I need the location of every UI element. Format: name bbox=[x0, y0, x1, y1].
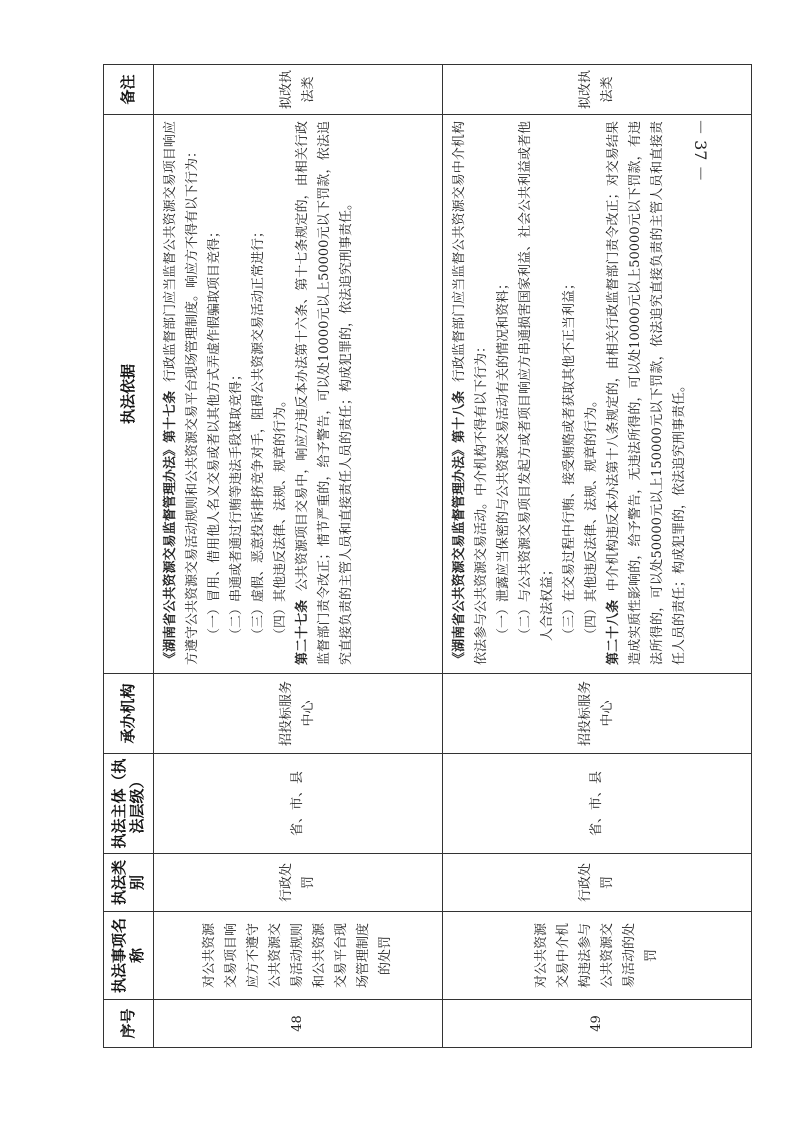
page-number: － 37 － bbox=[691, 118, 710, 182]
basis-intro bbox=[449, 121, 493, 665]
basis-item: （一）泄露应当保密的与公共资源交易活动有关的情况和资料； bbox=[496, 276, 511, 641]
header-item-name: 执法事项名称 bbox=[104, 912, 154, 1000]
rotated-table-wrapper bbox=[103, 65, 748, 1048]
cell-note: 拟改执法类 bbox=[443, 65, 752, 115]
cell-subject: 省、市、县 bbox=[154, 754, 443, 854]
basis-intro-text: 行政监督部门应当监督公共资源交易项目响应方遵守公共资源交易活动规则和公共资源交易平台现场管理制度。响应方不得有以下行为： bbox=[163, 121, 200, 665]
basis-penalty-title: 第二十八条 bbox=[606, 599, 621, 665]
basis-intro-text: 行政监督部门应当监督公共资源交易中介机构依法参与公共资源交易活动。中介机构不得有以下行为： bbox=[452, 121, 489, 665]
table-row bbox=[154, 65, 443, 1048]
basis-penalty bbox=[292, 121, 358, 665]
basis-item: （二）与公共资源交易项目发起方或者项目响应方串通损害国家利益、社会公共利益或者他人合法权益； bbox=[518, 120, 555, 641]
basis-intro-title: 《湖南省公共资源交易监督管理办法》第十八条 bbox=[452, 390, 467, 665]
cell-category: 行政处罚 bbox=[443, 854, 752, 912]
basis-item: （三）虚假、恶意投诉排挤竞争对手，阻碍公共资源交易活动正常进行； bbox=[251, 224, 266, 641]
basis-item: （四）其他违反法律、法规、规章的行为。 bbox=[273, 393, 288, 641]
cell-item-name: 对公共资源交易项目响应方不遵守公共资源交易活动规则和公共资源交易平台现场管理制度的处罚 bbox=[154, 912, 443, 1000]
basis-item: （三）在交易过程中行贿、接受贿赂或者获取其他不正当利益； bbox=[562, 276, 577, 641]
basis-item: （四）其他违反法律、法规、规章的行为。 bbox=[584, 393, 599, 641]
cell-basis bbox=[154, 115, 443, 674]
basis-penalty-text: 公共资源项目交易中，响应方违反本办法第十六条、第十七条规定的，由相关行政监督部门责令改正；情节严重的，给予警告，可以处10000元以上50000元以下罚款，依法追究直接负责的主管人员和直接责任人员的责任；构成犯罪的，依法追究刑事责任。 bbox=[295, 121, 354, 665]
cell-seq: 49 bbox=[443, 1000, 752, 1048]
basis-item: （二）串通或者通过行贿等违法手段谋取竞得； bbox=[229, 367, 244, 641]
table-row bbox=[443, 65, 752, 1048]
header-seq: 序号 bbox=[104, 1000, 154, 1048]
law-enforcement-table bbox=[103, 64, 752, 1048]
header-agency: 承办机构 bbox=[104, 674, 154, 754]
cell-agency: 招投标服务中心 bbox=[443, 674, 752, 754]
header-basis: 执法依据 bbox=[104, 115, 154, 674]
basis-penalty-text: 中介机构违反本办法第十八条规定的，由相关行政监督部门责令改正；对交易结果造成实质性影响的，给予警告，无违法所得的，可以处10000元以上50000元以下罚款，有违法所得的，可以处50000元以上150000元以下罚款，依法追究直接负责的主管人员和直接责任人员的责任；构成犯罪的，依法追究刑事责任。 bbox=[606, 121, 687, 665]
basis-penalty-title: 第二十七条 bbox=[295, 599, 310, 665]
table-header-row bbox=[104, 65, 154, 1048]
cell-subject: 省、市、县 bbox=[443, 754, 752, 854]
cell-item-name: 对公共资源交易中介机构违法参与公共资源交易活动的处罚 bbox=[443, 912, 752, 1000]
header-subject: 执法主体（执法层级） bbox=[104, 754, 154, 854]
basis-intro-title: 《湖南省公共资源交易监督管理办法》第十七条 bbox=[163, 390, 178, 665]
cell-agency: 招投标服务中心 bbox=[154, 674, 443, 754]
cell-note: 拟改执法类 bbox=[154, 65, 443, 115]
basis-intro bbox=[160, 121, 204, 665]
cell-category: 行政处罚 bbox=[154, 854, 443, 912]
header-note: 备注 bbox=[104, 65, 154, 115]
header-category: 执法类别 bbox=[104, 854, 154, 912]
cell-seq: 48 bbox=[154, 1000, 443, 1048]
basis-item: （一）冒用、借用他人名义交易或者以其他方式弄虚作假骗取项目竞得； bbox=[207, 224, 222, 641]
